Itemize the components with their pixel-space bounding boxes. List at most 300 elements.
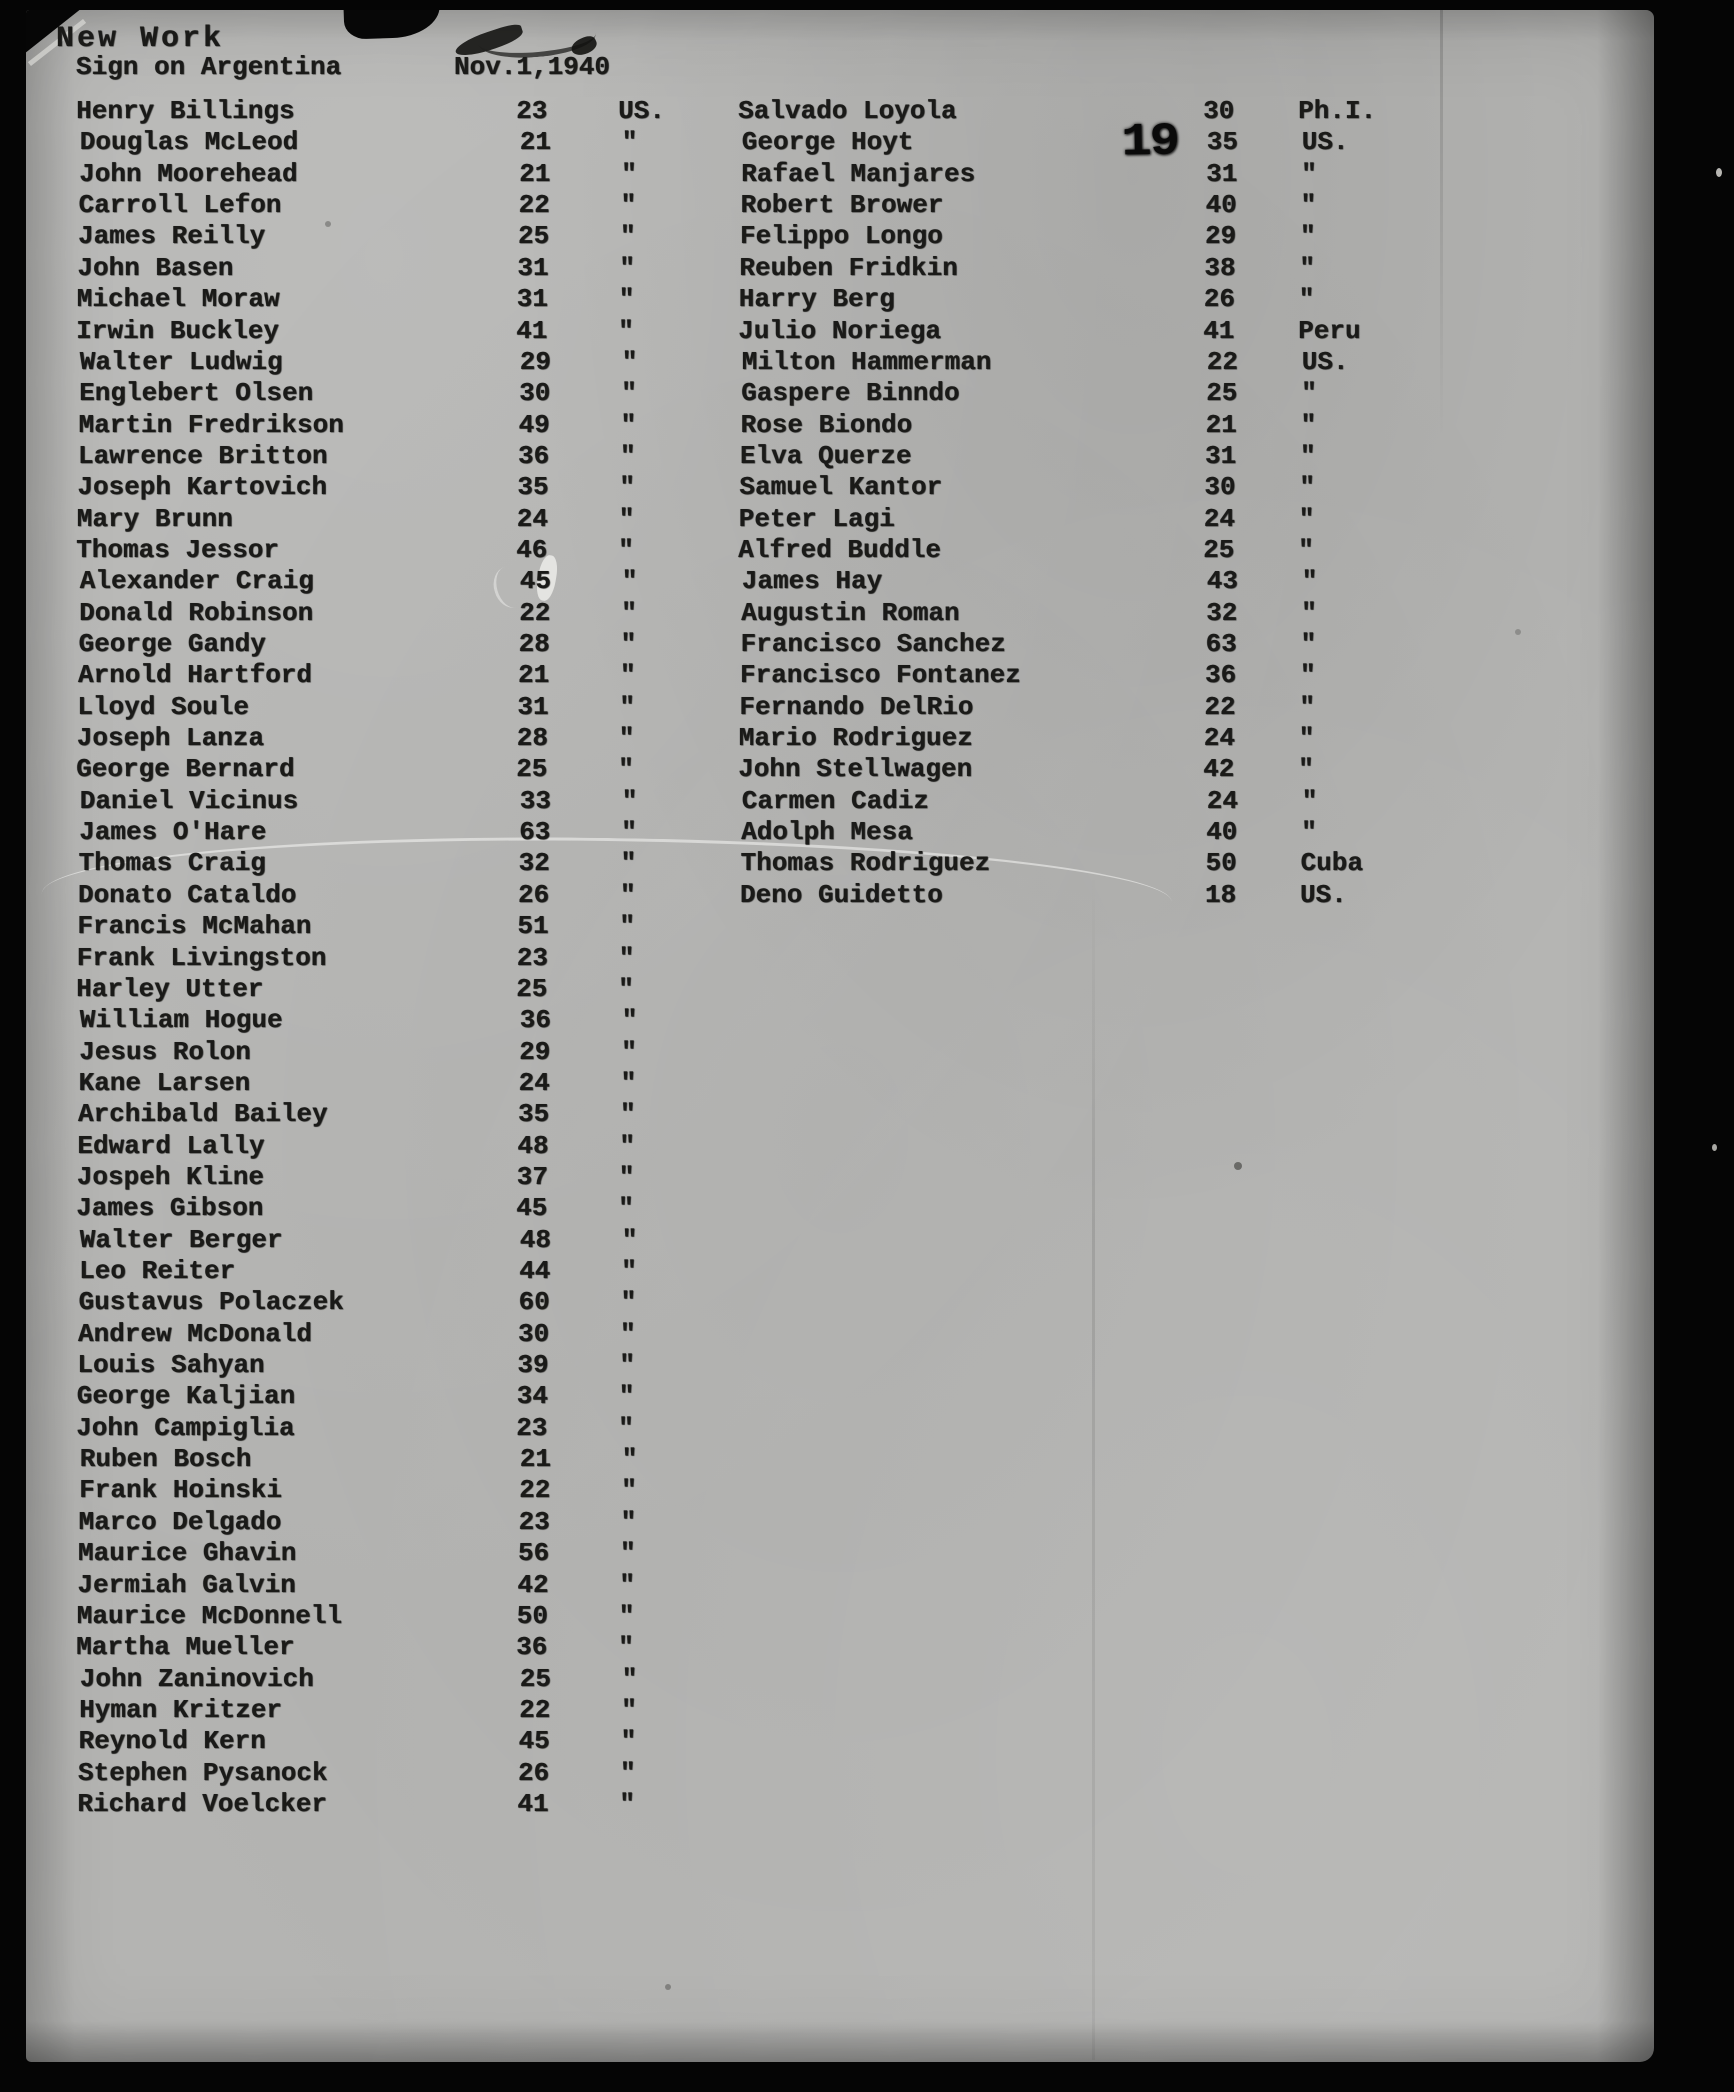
crew-nationality: " xyxy=(1300,629,1317,659)
crew-age: 25 xyxy=(516,973,548,1004)
crew-nationality: " xyxy=(619,1569,636,1600)
crew-nationality: " xyxy=(1301,158,1317,189)
crew-name: Edward Lally xyxy=(77,1130,265,1161)
crew-name: Louis Sahyan xyxy=(77,1350,265,1380)
crew-age: 24 xyxy=(1206,785,1239,816)
sign-on-line: Sign on Argentina xyxy=(76,52,342,82)
crew-name: Harry Berg xyxy=(738,284,895,315)
crew-nationality: " xyxy=(621,1444,638,1474)
crew-nationality: " xyxy=(618,284,635,315)
crew-name: Ruben Bosch xyxy=(79,1444,252,1474)
crew-name: Reuben Fridkin xyxy=(739,252,958,283)
crew-name: Archibald Bailey xyxy=(78,1099,328,1130)
crew-nationality: " xyxy=(1300,409,1317,440)
crew-nationality: " xyxy=(620,1099,636,1130)
crew-nationality: " xyxy=(1299,252,1316,283)
crew-age: 21 xyxy=(519,1444,552,1474)
crew-age: 31 xyxy=(517,252,549,283)
crew-age: 38 xyxy=(1204,252,1236,283)
crew-age: 45 xyxy=(516,1193,548,1224)
crew-row xyxy=(26,1319,1654,1350)
crew-name: Joseph Kartovich xyxy=(77,472,328,503)
crew-age: 32 xyxy=(518,848,550,879)
crew-name: George Bernard xyxy=(76,754,295,785)
crew-age: 39 xyxy=(517,1350,549,1380)
crew-age: 29 xyxy=(1205,221,1237,252)
crew-age: 26 xyxy=(1203,284,1236,315)
crew-nationality: " xyxy=(621,346,638,377)
crew-name: James Reilly xyxy=(78,221,266,252)
crew-age: 30 xyxy=(1203,96,1235,126)
crew-nationality: " xyxy=(620,1318,636,1349)
crew-nationality: " xyxy=(620,1067,637,1098)
crew-row xyxy=(26,692,1653,723)
crew-age: 25 xyxy=(518,221,550,252)
crew-row xyxy=(27,1068,1654,1099)
crew-name: Harley Utter xyxy=(76,973,264,1004)
crew-row xyxy=(26,911,1653,942)
crew-age: 51 xyxy=(517,911,549,942)
crew-age: 60 xyxy=(518,1287,550,1318)
crew-nationality: US. xyxy=(1301,127,1349,158)
crew-name: George Kaljian xyxy=(76,1381,296,1412)
crew-name: Fernando DelRio xyxy=(739,691,974,722)
crew-row xyxy=(26,1381,1653,1412)
crew-nationality: Peru xyxy=(1298,315,1361,346)
crew-name: Carmen Cadiz xyxy=(741,785,930,816)
crew-age: 41 xyxy=(516,315,548,346)
crew-nationality: " xyxy=(1301,597,1317,628)
crew-name: Donato Cataldo xyxy=(78,879,297,910)
crew-row xyxy=(27,1037,1654,1068)
sign-on-date: Nov.1,1940 xyxy=(454,52,611,82)
crew-row xyxy=(26,723,1653,754)
crew-nationality: " xyxy=(1298,284,1315,315)
crew-name: Lloyd Soule xyxy=(77,691,250,722)
crew-age: 63 xyxy=(519,817,551,848)
crew-name: Stephen Pysanock xyxy=(78,1757,328,1788)
crew-nationality: " xyxy=(621,817,637,848)
crew-age: 35 xyxy=(517,472,549,503)
crew-name: Maurice Ghavin xyxy=(78,1538,297,1569)
crew-row xyxy=(27,1475,1654,1506)
stamped-number: 19 xyxy=(1120,115,1179,169)
crew-nationality: US. xyxy=(1301,346,1349,377)
crew-nationality: " xyxy=(1301,817,1317,848)
crew-age: 42 xyxy=(1203,754,1235,785)
crew-row xyxy=(28,566,1654,597)
crew-row xyxy=(26,221,1654,252)
crew-name: Adolph Mesa xyxy=(741,817,913,848)
crew-age: 31 xyxy=(517,691,549,722)
crew-nationality: " xyxy=(1301,378,1317,409)
crew-nationality: " xyxy=(1298,503,1315,534)
crew-nationality: " xyxy=(621,158,637,189)
scan-dust xyxy=(1716,168,1722,177)
crew-nationality: " xyxy=(620,660,636,691)
crew-row xyxy=(26,1632,1652,1663)
crew-name: Jospeh Kline xyxy=(76,1161,265,1192)
crew-row xyxy=(26,441,1654,472)
crew-age: 28 xyxy=(518,629,550,659)
crew-name: James O'Hare xyxy=(79,817,267,848)
crew-name: Andrew McDonald xyxy=(78,1318,313,1349)
crew-age: 31 xyxy=(1205,440,1237,471)
crew-age: 26 xyxy=(518,879,550,910)
crew-name: Rose Biondo xyxy=(740,409,913,440)
crew-name: Lawrence Britton xyxy=(78,440,328,471)
crew-name: Thomas Craig xyxy=(78,848,266,879)
crew-nationality: " xyxy=(1301,566,1318,597)
crew-name: John Stellwagen xyxy=(738,754,973,785)
crew-age: 24 xyxy=(518,1067,550,1098)
crew-name: Rafael Manjares xyxy=(741,158,976,189)
crew-nationality: " xyxy=(620,1287,637,1318)
crew-age: 25 xyxy=(519,1663,552,1694)
crew-nationality: " xyxy=(621,597,637,628)
crew-age: 18 xyxy=(1205,879,1237,910)
crew-age: 21 xyxy=(519,158,551,189)
crew-nationality: " xyxy=(621,1256,637,1286)
crew-name: George Hoyt xyxy=(741,127,914,158)
crew-nationality: " xyxy=(618,315,634,346)
crew-name: Englebert Olsen xyxy=(79,378,314,409)
crew-name: Walter Berger xyxy=(79,1224,283,1255)
crew-age: 29 xyxy=(519,346,552,377)
crew-age: 40 xyxy=(1206,817,1238,848)
crew-name: Julio Noriega xyxy=(738,315,942,346)
scan-dust xyxy=(1712,1144,1717,1151)
crew-row xyxy=(28,127,1654,158)
crew-nationality: " xyxy=(620,440,636,471)
crew-name: Richard Voelcker xyxy=(77,1788,328,1819)
crew-row xyxy=(28,1225,1654,1256)
crew-row xyxy=(26,754,1652,785)
crew-age: 24 xyxy=(516,503,549,534)
crew-nationality: US. xyxy=(618,96,666,126)
crew-age: 36 xyxy=(519,1005,552,1036)
crew-nationality: " xyxy=(1300,660,1316,691)
crew-name: Salvado Loyola xyxy=(738,96,957,126)
crew-age: 31 xyxy=(516,284,549,315)
crew-age: 36 xyxy=(516,1632,548,1663)
crew-nationality: " xyxy=(1300,440,1316,471)
crew-name: James Hay xyxy=(741,566,883,597)
crew-nationality: " xyxy=(620,1757,636,1788)
crew-name: Elva Querze xyxy=(740,440,912,471)
crew-name: Donald Robinson xyxy=(79,597,314,628)
crew-nationality: " xyxy=(621,566,638,597)
crew-nationality: " xyxy=(618,723,635,753)
crew-name: Daniel Vicinus xyxy=(79,785,299,816)
crew-age: 33 xyxy=(519,785,552,816)
crew-row xyxy=(27,598,1654,629)
crew-nationality: " xyxy=(619,1350,636,1380)
crew-age: 23 xyxy=(516,1412,548,1443)
crew-name: Francis McMahan xyxy=(77,911,312,942)
crew-age: 49 xyxy=(518,409,550,440)
crew-name: Alexander Craig xyxy=(79,566,314,597)
crew-name: Maurice McDonnell xyxy=(76,1600,343,1631)
crew-name: John Moorehead xyxy=(79,158,298,189)
crew-row xyxy=(26,974,1652,1005)
crew-name: John Zaninovich xyxy=(79,1663,314,1694)
crew-age: 21 xyxy=(518,660,550,691)
crew-age: 32 xyxy=(1206,597,1238,628)
crew-nationality: " xyxy=(620,1506,637,1537)
crew-age: 48 xyxy=(517,1130,549,1161)
crew-row xyxy=(26,1570,1653,1601)
crew-nationality: " xyxy=(620,409,637,440)
crew-nationality: " xyxy=(619,252,636,283)
crew-age: 31 xyxy=(1206,158,1238,189)
crew-age: 23 xyxy=(516,942,549,973)
crew-nationality: " xyxy=(620,221,636,252)
crew-age: 56 xyxy=(518,1538,550,1569)
crew-name: Gustavus Polaczek xyxy=(78,1287,344,1318)
crew-age: 50 xyxy=(1205,848,1237,879)
crew-name: Michael Moraw xyxy=(76,284,280,315)
crew-row xyxy=(26,284,1653,315)
crew-name: Francisco Sanchez xyxy=(740,629,1006,659)
crew-nationality: " xyxy=(621,1224,638,1255)
crew-age: 41 xyxy=(517,1788,549,1819)
crew-row xyxy=(26,1413,1652,1444)
crew-nationality: " xyxy=(619,472,636,503)
crew-name: Francisco Fontanez xyxy=(740,660,1021,691)
crew-nationality: " xyxy=(620,1726,637,1757)
crew-nationality: " xyxy=(618,1412,634,1443)
crew-row xyxy=(28,1005,1654,1036)
crew-nationality: " xyxy=(619,1130,636,1161)
crew-age: 30 xyxy=(1204,472,1236,503)
crew-age: 24 xyxy=(1203,503,1236,534)
crew-row xyxy=(26,472,1653,503)
crew-row xyxy=(27,1287,1654,1318)
crew-nationality: " xyxy=(618,534,634,565)
crew-age: 26 xyxy=(518,1757,550,1788)
crew-row xyxy=(26,316,1652,347)
crew-age: 22 xyxy=(1206,346,1239,377)
crew-row xyxy=(26,1601,1653,1632)
crew-row xyxy=(28,347,1654,378)
crew-nationality: " xyxy=(618,754,634,785)
crew-name: John Basen xyxy=(77,252,234,283)
crew-name: Carroll Lefon xyxy=(78,190,282,221)
crew-age: 37 xyxy=(516,1161,549,1192)
dust-specks xyxy=(26,10,30,14)
crew-age: 24 xyxy=(1203,723,1236,753)
crew-age: 63 xyxy=(1205,629,1237,659)
crew-nationality: " xyxy=(621,127,638,158)
crew-age: 41 xyxy=(1203,315,1235,346)
crew-row xyxy=(27,1726,1654,1757)
crew-name: William Hogue xyxy=(79,1005,283,1036)
crew-age: 36 xyxy=(518,440,550,471)
crew-name: Leo Reiter xyxy=(79,1256,236,1286)
crew-age: 29 xyxy=(519,1036,551,1067)
crew-nationality: " xyxy=(1301,785,1318,816)
crew-nationality: " xyxy=(620,879,636,910)
crew-nationality: " xyxy=(619,691,636,722)
page-title: New Work xyxy=(56,22,225,56)
crew-age: 23 xyxy=(518,1506,550,1537)
crew-age: 36 xyxy=(1205,660,1237,691)
crew-age: 25 xyxy=(516,754,548,785)
crew-name: Reynold Kern xyxy=(78,1726,266,1757)
crew-row xyxy=(27,190,1654,221)
crew-nationality: Ph.I. xyxy=(1298,96,1377,126)
crew-row xyxy=(27,378,1654,409)
crew-age: 45 xyxy=(518,1726,550,1757)
crew-name: Jermiah Galvin xyxy=(77,1569,296,1600)
crew-name: Thomas Jessor xyxy=(76,534,280,565)
crew-name: Arnold Hartford xyxy=(78,660,313,691)
crew-nationality: " xyxy=(618,1193,634,1224)
crew-age: 35 xyxy=(1206,127,1239,158)
crew-row xyxy=(27,159,1654,190)
crew-age: 40 xyxy=(1205,190,1237,221)
crew-nationality: " xyxy=(618,1381,635,1412)
crew-name: Thomas Rodriguez xyxy=(740,848,991,879)
crew-age: 25 xyxy=(1206,378,1238,409)
crew-nationality: " xyxy=(618,1600,635,1631)
crew-nationality: " xyxy=(621,1005,638,1036)
crew-age: 48 xyxy=(519,1224,552,1255)
crew-nationality: " xyxy=(618,942,635,973)
crew-age: 22 xyxy=(1204,691,1236,722)
crew-nationality: " xyxy=(620,629,637,659)
crew-name: Hyman Kritzer xyxy=(79,1694,283,1725)
crew-age: 22 xyxy=(519,1475,551,1506)
crew-name: Mario Rodriguez xyxy=(738,723,973,753)
crew-row xyxy=(27,817,1654,848)
crew-name: George Gandy xyxy=(78,629,266,659)
crew-name: Martin Fredrikson xyxy=(78,409,344,440)
crew-row xyxy=(26,1350,1653,1381)
crew-age: 28 xyxy=(516,723,549,753)
crew-name: Walter Ludwig xyxy=(79,346,283,377)
crew-name: Kane Larsen xyxy=(78,1067,251,1098)
crew-age: 21 xyxy=(1205,409,1237,440)
crew-nationality: " xyxy=(618,503,635,534)
crew-age: 45 xyxy=(519,566,552,597)
crew-nationality: " xyxy=(621,1475,637,1506)
crew-row xyxy=(26,943,1653,974)
crew-row xyxy=(28,1664,1654,1695)
crew-row xyxy=(27,1695,1654,1726)
crew-nationality: " xyxy=(1298,723,1315,753)
crew-name: Irwin Buckley xyxy=(76,315,280,346)
crew-row xyxy=(27,848,1654,879)
crew-age: 34 xyxy=(516,1381,549,1412)
crew-age: 44 xyxy=(519,1256,551,1286)
crew-row xyxy=(26,1758,1654,1789)
crew-name: Martha Mueller xyxy=(76,1632,295,1663)
crew-name: Robert Brower xyxy=(740,190,944,221)
crew-row xyxy=(26,1131,1653,1162)
crew-nationality: " xyxy=(618,1632,634,1663)
crew-name: Mary Brunn xyxy=(76,503,233,534)
crew-nationality: " xyxy=(619,1788,636,1819)
crew-name: James Gibson xyxy=(76,1193,264,1224)
crew-age: 30 xyxy=(519,378,551,409)
crew-nationality: " xyxy=(1299,691,1316,722)
crew-nationality: " xyxy=(621,785,638,816)
crew-name: Joseph Lanza xyxy=(76,723,265,753)
crew-row xyxy=(26,535,1652,566)
crew-nationality: US. xyxy=(1300,879,1347,910)
crew-row xyxy=(27,410,1654,441)
crew-nationality: " xyxy=(1298,754,1314,785)
crew-name: Samuel Kantor xyxy=(739,472,943,503)
crew-nationality: " xyxy=(621,1036,637,1067)
crew-name: Henry Billings xyxy=(76,96,295,126)
crew-name: Milton Hammerman xyxy=(741,346,992,377)
crew-age: 25 xyxy=(1203,534,1235,565)
crew-row xyxy=(28,1444,1654,1475)
crew-row xyxy=(26,1193,1652,1224)
crew-nationality: " xyxy=(620,1538,636,1569)
crew-age: 50 xyxy=(516,1600,549,1631)
crew-nationality: " xyxy=(621,378,637,409)
crew-row xyxy=(26,1789,1653,1820)
crew-age: 30 xyxy=(518,1318,550,1349)
crew-name: Gaspere Binndo xyxy=(741,378,960,409)
crew-row xyxy=(26,1162,1653,1193)
crew-row xyxy=(26,1538,1654,1569)
crew-row xyxy=(26,880,1654,911)
crew-nationality: " xyxy=(620,190,637,221)
crew-age: 35 xyxy=(518,1099,550,1130)
crew-name: Douglas McLeod xyxy=(79,127,299,158)
crew-row xyxy=(27,1507,1654,1538)
crew-name: John Campiglia xyxy=(76,1412,295,1443)
crew-name: Felippo Longo xyxy=(740,221,943,252)
crew-nationality: " xyxy=(621,1694,637,1725)
crew-name: Deno Guidetto xyxy=(740,879,943,910)
crew-name: Marco Delgado xyxy=(78,1506,282,1537)
crew-name: Jesus Rolon xyxy=(79,1036,251,1067)
crew-nationality: Cuba xyxy=(1300,848,1364,879)
crew-nationality: " xyxy=(618,1161,635,1192)
crew-age: 46 xyxy=(516,534,548,565)
crew-nationality: " xyxy=(619,911,636,942)
crew-name: Augustin Roman xyxy=(741,597,960,628)
crew-age: 42 xyxy=(517,1569,549,1600)
crew-row xyxy=(26,660,1654,691)
crew-name: Frank Livingston xyxy=(76,942,327,973)
crew-age: 22 xyxy=(519,1694,551,1725)
crew-age: 43 xyxy=(1206,566,1239,597)
crew-row xyxy=(26,1099,1654,1130)
crew-age: 23 xyxy=(516,96,548,126)
paper-tear xyxy=(343,10,440,40)
crew-nationality: " xyxy=(1300,221,1316,252)
crew-name: Frank Hoinski xyxy=(79,1475,283,1506)
crew-age: 21 xyxy=(519,127,552,158)
crew-name: Alfred Buddle xyxy=(738,534,942,565)
crew-age: 22 xyxy=(518,190,550,221)
crew-row xyxy=(26,96,1652,127)
crew-nationality: " xyxy=(1300,190,1317,221)
crew-row xyxy=(26,253,1653,284)
paper-sheet xyxy=(26,10,1654,2062)
crew-nationality: " xyxy=(1299,472,1316,503)
crew-nationality: " xyxy=(620,848,637,879)
crew-row xyxy=(26,504,1653,535)
crew-row xyxy=(27,1256,1654,1287)
